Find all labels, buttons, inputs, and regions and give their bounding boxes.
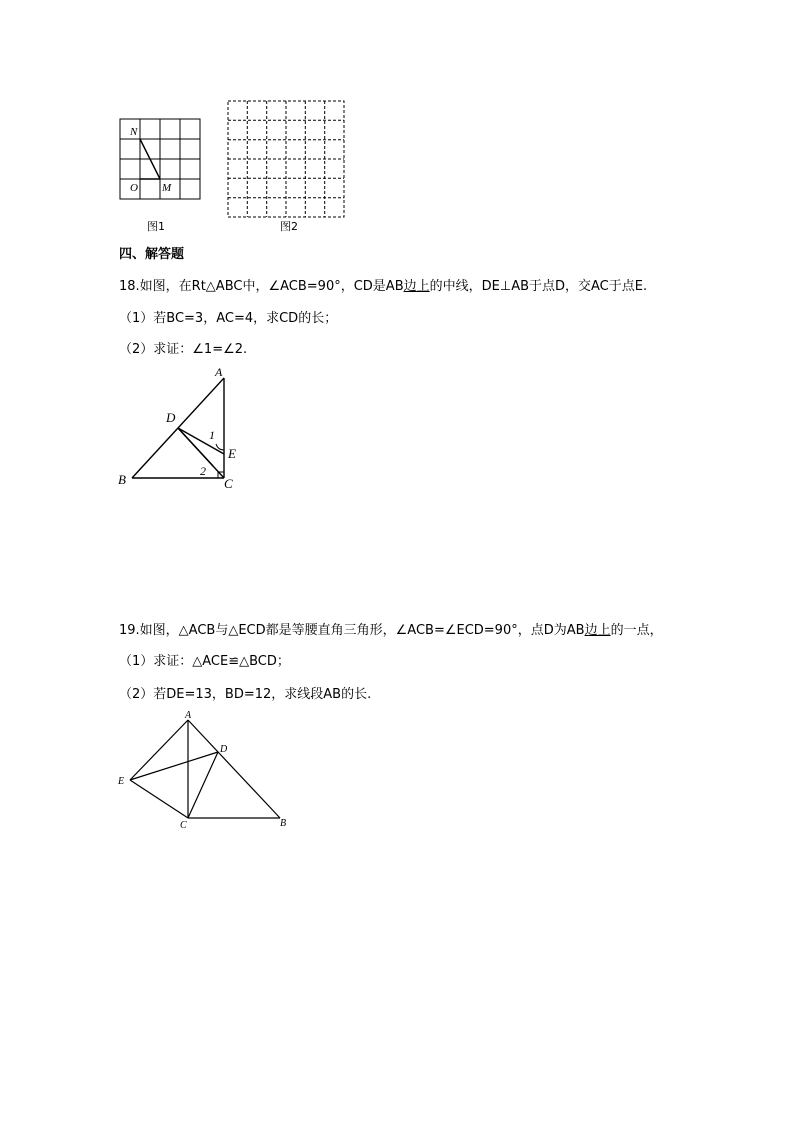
section-title: 四、解答题 [119, 247, 185, 262]
q19-label-c: C [180, 820, 187, 831]
q18-stem-prefix: 18.如图，在Rt△ABC中，∠ACB=90°，CD是AB [119, 279, 404, 294]
figure-2 [225, 98, 350, 220]
figure-1-caption: 图1 [147, 220, 165, 233]
q18-stem [119, 278, 647, 296]
q18-triangle-diagram [112, 362, 252, 490]
q18-stem-suffix: 的中线，DE⊥AB于点D，交AC于点E. [429, 279, 648, 294]
q19-part2: （2）若DE=13，BD=12，求线段AB的长. [119, 687, 372, 702]
q19-stem-suffix: 的一点， [610, 623, 663, 638]
q18-label-a: A [215, 365, 223, 379]
q18-label-b: B [118, 472, 126, 487]
q18-part2: （2）求证：∠1=∠2. [119, 342, 248, 357]
q18-stem-underlined: 边上 [403, 279, 430, 294]
q18-label-e: E [228, 446, 236, 461]
q18-part1: （1）若BC=3，AC=4，求CD的长； [119, 311, 338, 326]
q19-stem-prefix: 19.如图，△ACB与△ECD都是等腰直角三角形，∠ACB=∠ECD=90°，点D为AB [119, 623, 585, 638]
fig1-label-m: M [162, 182, 172, 194]
q19-stem [119, 622, 663, 640]
figure-1 [110, 112, 210, 232]
q19-figure [112, 708, 297, 834]
q19-part1: （1）求证：△ACE≌△BCD； [119, 654, 290, 669]
fig1-label-o: O [130, 182, 138, 194]
q18-label-d: D [166, 410, 176, 425]
q19-label-b: B [280, 818, 287, 829]
q19-label-a: A [185, 710, 192, 721]
q19-triangle-diagram [112, 708, 297, 834]
figure-1-grid [110, 112, 210, 232]
q19-label-e: E [118, 776, 125, 787]
q18-label-1: 1 [209, 428, 215, 442]
q18-figure [112, 362, 252, 490]
fig1-label-n: N [130, 126, 138, 138]
q18-label-c: C [224, 476, 233, 490]
q19-stem-underlined: 边上 [584, 623, 611, 638]
q19-label-d: D [220, 744, 228, 755]
q18-label-2: 2 [200, 464, 206, 478]
figure-2-caption: 图2 [280, 220, 298, 233]
figure-2-dashed-grid [225, 98, 350, 220]
